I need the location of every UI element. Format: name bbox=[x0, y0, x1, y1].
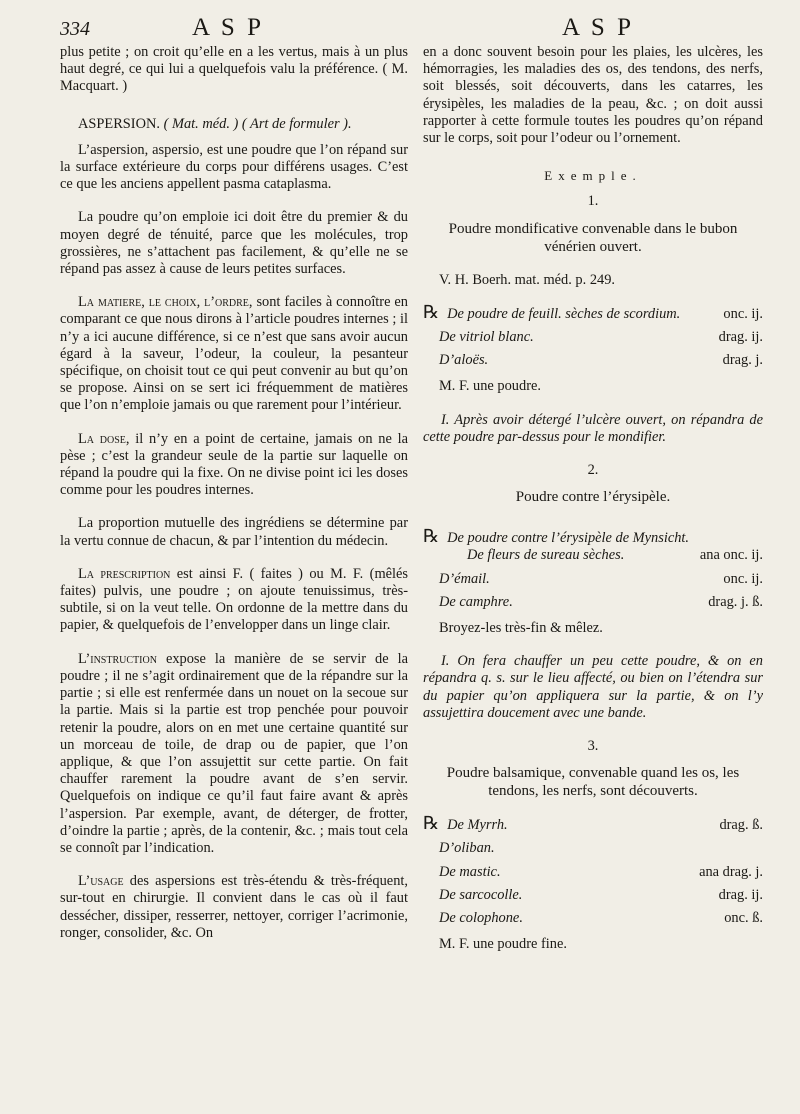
lead-term: L’usage bbox=[78, 873, 124, 890]
right-column bbox=[423, 44, 763, 954]
recipe-item: D’émail. onc. ij. bbox=[439, 570, 763, 587]
page-number: 334 bbox=[60, 18, 90, 40]
paragraph: plus petite ; on croit qu’elle en a les vertus, mais à un plus haut degré, ce qui lui a quelquefois valu la préférence. ( M. Macquart. ) bbox=[60, 44, 408, 95]
recipe-instruction: I. On fera chauffer un peu cette poudre, & on en répandra q. s. sur le lieu affecté, ou bien on l’étendra sur du papier qu’on appliquera sur la partie, & on l’y assujettira doucement avec une bande. bbox=[423, 653, 763, 721]
example-number: 3. bbox=[587, 738, 599, 755]
running-head-left: A S P bbox=[192, 14, 264, 41]
recipe-item: De sarcocolle. drag. ij. bbox=[439, 886, 763, 903]
paragraph: La poudre qu’on emploie ici doit être du premier & du moyen degré de ténuité, parce que les molécules, trop grossières, ne s’attachent pas facilement, & qu’elle ne se répand pas assez à cause de leurs petites surfaces. bbox=[60, 209, 408, 278]
heading-reference: ( Mat. méd. ) ( Art de formuler ). bbox=[163, 115, 352, 132]
recipe-item: ℞ De Myrrh. drag. ß. bbox=[423, 813, 763, 834]
example-number: 2. bbox=[587, 462, 599, 479]
lead-term: La dose, bbox=[78, 430, 130, 447]
lead-term: La matiere, le choix, l’ordre, bbox=[78, 294, 253, 311]
paragraph: L’instruction expose la manière de se servir de la poudre ; il ne s’agit ordinairement que de la répandre sur la partie ; si elle est renfermée dans un nouet on la secoue sur la partie. Mais si la partie est trop penchée pour pouvoir retenir la poudre, alors on en met une certaine quantité sur un morceau de toile, de drap ou de papier, que l’on applique, & que l’on assujettit sur cette partie. On fait chauffer rarement la poudre avant de s’en servir. Quelquefois on indique ce qu’il faut faire avant & après l’aspersion. Par exemple, avant, de déterger, de frotter, d’oindre la partie ; après, de la contenir, &c. ; mais tout cela se connoît par l’indication. bbox=[60, 650, 408, 856]
example-number: 1. bbox=[587, 193, 599, 210]
section-heading bbox=[60, 116, 408, 133]
recipe-icon: ℞ bbox=[423, 301, 440, 322]
paragraph: en a donc souvent besoin pour les plaies, les ulcères, les hémorragies, les maladies des os, des tendons, des nerfs, soit blessés, soit découverts, dans les catarres, les érysipèles, les maladies de la peau, &c. ; on doit aussi rapporter à cette formule toutes les poudres qu’on répand sur le corps, soit pour l’odeur ou l’ornement. bbox=[423, 44, 763, 147]
recipe-instruction: I. Après avoir détergé l’ulcère ouvert, on répandra de cette poudre par-dessus pour le mondifier. bbox=[423, 411, 763, 445]
left-column bbox=[60, 44, 408, 942]
recipe-title: Poudre contre l’érysipèle. bbox=[515, 489, 671, 506]
recipe-item: D’oliban. bbox=[439, 840, 495, 857]
heading-word: ASPERSION. bbox=[78, 115, 160, 132]
paragraph: La dose, il n’y en a point de certaine, jamais on ne la pèse ; c’est la grandeur seule de la partie sur laquelle on répand la poudre qui la fixe. On ne divise point ici les doses comme pour les poudres internes. bbox=[60, 430, 408, 499]
recipe-item: De vitriol blanc. drag. ij. bbox=[439, 329, 763, 346]
recipe-formula: M. F. une poudre. bbox=[439, 378, 541, 395]
recipe-item: De fleurs de sureau sèches. ana onc. ij. bbox=[467, 547, 763, 564]
recipe-title: Poudre mondificative convenable dans le bubon vénérien ouvert. bbox=[448, 220, 738, 255]
recipe-item: ℞ De poudre contre l’érysipèle de Mynsicht. bbox=[423, 526, 690, 547]
recipe-formula: Broyez-les très-fin & mêlez. bbox=[439, 620, 603, 637]
paragraph: L’aspersion, aspersio, est une poudre que l’on répand sur la surface extérieure du corps pour différens usages. C’est ce que les anciens appellent pasma cataplasma. bbox=[60, 141, 408, 193]
recipe-icon: ℞ bbox=[423, 526, 440, 547]
recipe-item: D’aloës. drag. j. bbox=[439, 352, 763, 369]
exemple-heading: Exemple. bbox=[544, 168, 642, 184]
paragraph: La prescription est ainsi F. ( faites ) ou M. F. (mêlés faites) pulvis, une poudre ; on ajoute tenuissimus, très-subtile, si on la veut telle. On ordonne de la mettre dans du papier, & quelquefois de l’envelopper dans un linge clair. bbox=[60, 565, 409, 634]
recipe-icon: ℞ bbox=[423, 813, 440, 834]
paragraph: L’usage des aspersions est très-étendu & très-fréquent, sur-tout en chirurgie. Il convient dans le cas où il faut dessécher, dissiper, resserrer, nettoyer, corriger l’acrimonie, ronger, consolider, &c. On bbox=[60, 873, 408, 941]
recipe-formula: M. F. une poudre fine. bbox=[439, 936, 567, 953]
recipe-item: ℞ De poudre de feuill. sèches de scordium. onc. ij. bbox=[423, 301, 763, 322]
lead-term: La prescription bbox=[78, 565, 171, 582]
recipe-title: Poudre balsamique, convenable quand les os, les tendons, les nerfs, sont découverts. bbox=[446, 765, 740, 800]
recipe-item: De colophone. onc. ß. bbox=[439, 910, 763, 927]
recipe-item: De camphre. drag. j. ß. bbox=[439, 593, 763, 610]
running-head-right: A S P bbox=[562, 14, 634, 41]
paragraph: La matiere, le choix, l’ordre, sont faciles à connoître en comparant ce que nous dirons à l’article poudres internes ; il n’y a ici aucune différence, si ce n’est que sans avoir aucun égard à la saveur, l’odeur, la couleur, la pesanteur spécifique, on choisit tout ce qui peut convenir au but qu’on se propose. Ainsi on se sert ici fréquemment de matières que l’on n’emploie jamais ou que rarement pour l’intérieur. bbox=[60, 294, 408, 414]
recipe-item: De mastic. ana drag. j. bbox=[439, 863, 763, 880]
lead-term: L’instruction bbox=[78, 650, 157, 667]
recipe-reference: V. H. Boerh. mat. méd. p. 249. bbox=[439, 271, 616, 288]
paragraph: La proportion mutuelle des ingrédiens se détermine par la vertu connue de chacun, & par l’intention du médecin. bbox=[60, 515, 408, 549]
